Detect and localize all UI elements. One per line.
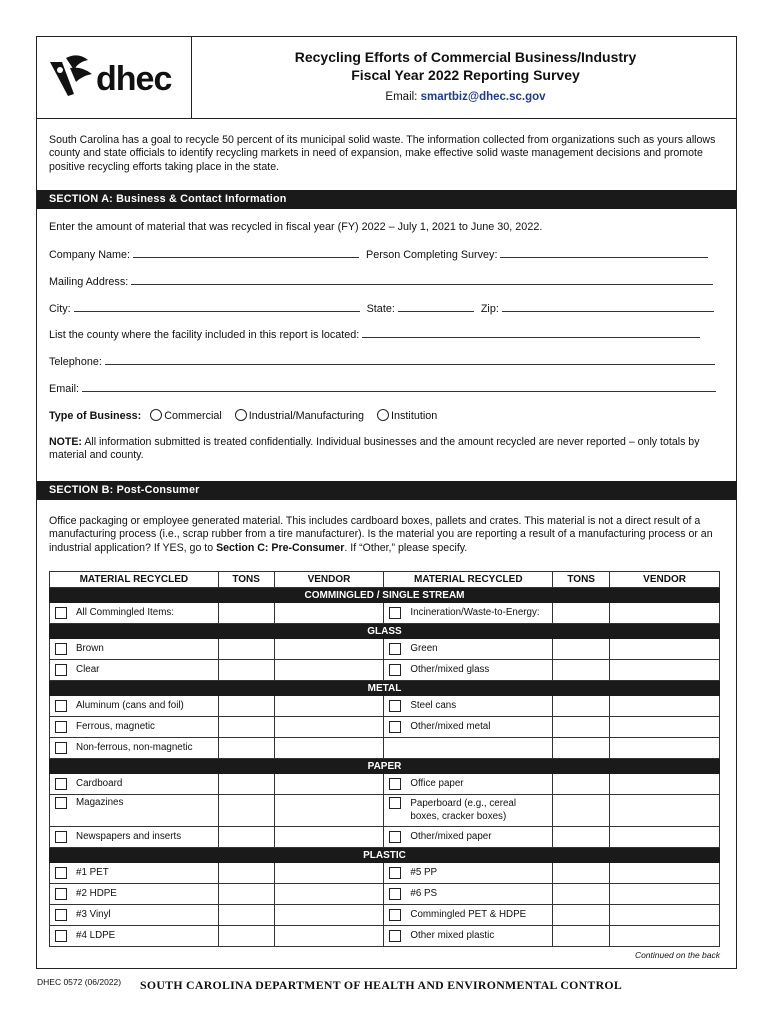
- category-metal: METAL: [50, 681, 720, 696]
- tons-cell[interactable]: [218, 795, 274, 827]
- vendor-cell[interactable]: [610, 639, 720, 660]
- checkbox-pet[interactable]: [55, 867, 67, 879]
- item-label: #4 LDPE: [76, 929, 116, 941]
- tons-cell[interactable]: [553, 884, 610, 905]
- tons-cell[interactable]: [218, 603, 274, 624]
- materials-table: [49, 571, 720, 947]
- logo-wordmark: dhec: [96, 60, 172, 98]
- section-a-instruction: Enter the amount of material that was recycled in fiscal year (FY) 2022 – July 1, 2021 to June 30, 2022.: [49, 221, 543, 233]
- form-header: [36, 36, 737, 119]
- form-number: DHEC 0572 (06/2022): [37, 977, 122, 987]
- radio-industrial-label: Industrial/Manufacturing: [248, 410, 365, 422]
- item-label: #1 PET: [76, 866, 109, 878]
- empty-cell: [384, 738, 553, 759]
- table-row: [50, 905, 720, 926]
- item-label: Other/mixed paper: [410, 830, 492, 842]
- county-field[interactable]: [362, 328, 700, 338]
- item-label: Aluminum (cans and foil): [76, 699, 184, 711]
- tons-cell[interactable]: [553, 639, 610, 660]
- item-label: Brown: [76, 642, 104, 654]
- logo-cell: [36, 36, 192, 119]
- vendor-cell[interactable]: [274, 827, 384, 848]
- item-label: Other/mixed metal: [410, 720, 491, 732]
- vendor-cell[interactable]: [610, 795, 720, 827]
- item-label: Green: [410, 642, 438, 654]
- company-label: Company Name:: [49, 249, 131, 261]
- tons-cell[interactable]: [218, 827, 274, 848]
- table-row: [50, 660, 720, 681]
- vendor-cell[interactable]: [610, 863, 720, 884]
- section-a-header: SECTION A: Business & Contact Information: [37, 190, 737, 209]
- telephone-label: Telephone:: [49, 356, 102, 368]
- item-label: Office paper: [410, 777, 464, 789]
- col-material: MATERIAL RECYCLED: [50, 572, 219, 588]
- county-label: List the county where the facility included in this report is located:: [49, 329, 360, 341]
- vendor-cell[interactable]: [274, 863, 384, 884]
- tons-cell[interactable]: [218, 884, 274, 905]
- zip-label: Zip:: [480, 303, 499, 315]
- city-label: City:: [49, 303, 71, 315]
- tons-cell[interactable]: [553, 774, 610, 795]
- confidentiality-note: [49, 436, 719, 463]
- continued-note: Continued on the back: [634, 950, 720, 960]
- checkbox-brown[interactable]: [55, 643, 67, 655]
- category-row: [50, 759, 720, 774]
- business-type-row: [49, 409, 437, 422]
- checkbox-paperboard[interactable]: [389, 797, 401, 809]
- checkbox-ferrous[interactable]: [55, 721, 67, 733]
- item-label: Other/mixed glass: [410, 663, 490, 675]
- tons-cell[interactable]: [553, 827, 610, 848]
- checkbox-other-plastic[interactable]: [389, 930, 401, 942]
- email-field-label: Email:: [49, 383, 79, 395]
- vendor-cell[interactable]: [274, 795, 384, 827]
- tons-cell[interactable]: [553, 926, 610, 947]
- tons-cell[interactable]: [553, 717, 610, 738]
- col-tons-2: TONS: [553, 572, 610, 588]
- tons-cell[interactable]: [218, 717, 274, 738]
- tons-cell[interactable]: [553, 660, 610, 681]
- form-title: Recycling Efforts of Commercial Business/Industry: [294, 49, 637, 65]
- checkbox-pp[interactable]: [389, 867, 401, 879]
- checkbox-green[interactable]: [389, 643, 401, 655]
- table-row: [50, 696, 720, 717]
- vendor-cell[interactable]: [274, 738, 384, 759]
- radio-industrial[interactable]: [235, 409, 247, 421]
- checkbox-other-paper[interactable]: [389, 831, 401, 843]
- intro-paragraph: South Carolina has a goal to recycle 50 percent of its municipal solid waste. The information collected from organizations such as yours allows county and state officials to identify recycling markets in need of expansion, make effective solid waste management decisions and promote positive recycling efforts taking place in the state.: [49, 134, 716, 173]
- state-field[interactable]: [398, 302, 474, 312]
- county-row: [49, 328, 700, 341]
- item-label: Steel cans: [410, 699, 457, 711]
- tons-cell[interactable]: [218, 926, 274, 947]
- section-b-intro-end: . If “Other,” please specify.: [344, 541, 468, 554]
- vendor-cell[interactable]: [610, 905, 720, 926]
- vendor-cell[interactable]: [610, 827, 720, 848]
- checkbox-cardboard[interactable]: [55, 778, 67, 790]
- checkbox-other-metal[interactable]: [389, 721, 401, 733]
- table-row: [50, 795, 720, 827]
- checkbox-other-glass[interactable]: [389, 664, 401, 676]
- category-plastic: PLASTIC: [50, 848, 720, 863]
- item-label: Paperboard (e.g., cereal boxes, cracker boxes): [410, 798, 517, 822]
- category-paper: PAPER: [50, 759, 720, 774]
- checkbox-magazines[interactable]: [55, 797, 67, 809]
- tons-cell[interactable]: [218, 863, 274, 884]
- empty-cell: [610, 738, 720, 759]
- checkbox-steel[interactable]: [389, 700, 401, 712]
- tons-cell[interactable]: [553, 905, 610, 926]
- item-label: All Commingled Items:: [76, 606, 174, 618]
- table-row: [50, 639, 720, 660]
- telephone-field[interactable]: [105, 355, 715, 365]
- telephone-row: [49, 355, 715, 368]
- table-row: [50, 717, 720, 738]
- radio-commercial-label: Commercial: [164, 410, 222, 422]
- checkbox-office-paper[interactable]: [389, 778, 401, 790]
- checkbox-aluminum[interactable]: [55, 700, 67, 712]
- checkbox-all-commingled[interactable]: [55, 607, 67, 619]
- vendor-cell[interactable]: [274, 905, 384, 926]
- tons-cell[interactable]: [218, 905, 274, 926]
- form-subtitle: Fiscal Year 2022 Reporting Survey: [351, 67, 580, 83]
- item-label: Newspapers and inserts: [76, 830, 182, 842]
- table-row: [50, 774, 720, 795]
- note-text: All information submitted is treated confidentially. Individual businesses and the amount recycled are never reported – only totals by material and county.: [49, 436, 700, 462]
- tons-cell[interactable]: [218, 660, 274, 681]
- section-b-header: SECTION B: Post-Consumer: [37, 481, 737, 500]
- person-completing-field[interactable]: [500, 248, 708, 258]
- tons-cell[interactable]: [553, 863, 610, 884]
- checkbox-clear[interactable]: [55, 664, 67, 676]
- company-name-field[interactable]: [133, 248, 359, 258]
- checkbox-commingled-pet[interactable]: [389, 909, 401, 921]
- vendor-cell[interactable]: [610, 660, 720, 681]
- table-row: [50, 603, 720, 624]
- col-material-2: MATERIAL RECYCLED: [384, 572, 553, 588]
- tons-cell[interactable]: [553, 795, 610, 827]
- item-label: Incineration/Waste-to-Energy:: [410, 606, 540, 618]
- vendor-cell[interactable]: [274, 696, 384, 717]
- vendor-cell[interactable]: [274, 926, 384, 947]
- vendor-cell[interactable]: [610, 717, 720, 738]
- city-row: [49, 302, 714, 315]
- vendor-cell[interactable]: [274, 884, 384, 905]
- tons-cell[interactable]: [553, 603, 610, 624]
- tons-cell[interactable]: [553, 696, 610, 717]
- item-label: Non-ferrous, non-magnetic: [76, 741, 193, 753]
- item-label: #5 PP: [410, 866, 438, 878]
- vendor-cell[interactable]: [274, 660, 384, 681]
- col-tons: TONS: [218, 572, 274, 588]
- item-label: Commingled PET & HDPE: [410, 908, 527, 920]
- section-b-intro: [49, 515, 719, 555]
- email-label: Email:: [385, 91, 418, 103]
- col-vendor: VENDOR: [274, 572, 384, 588]
- table-row: [50, 884, 720, 905]
- mailing-address-field[interactable]: [131, 275, 713, 285]
- note-label: NOTE:: [49, 436, 82, 448]
- checkbox-vinyl[interactable]: [55, 909, 67, 921]
- item-label: Cardboard: [76, 777, 123, 789]
- item-label: Other mixed plastic: [410, 929, 495, 941]
- empty-cell: [553, 738, 610, 759]
- col-vendor-2: VENDOR: [610, 572, 720, 588]
- table-row: [50, 926, 720, 947]
- vendor-cell[interactable]: [610, 603, 720, 624]
- item-label: Magazines: [76, 797, 124, 808]
- vendor-cell[interactable]: [274, 603, 384, 624]
- category-commingled: COMMINGLED / SINGLE STREAM: [50, 588, 720, 603]
- radio-institution[interactable]: [377, 409, 389, 421]
- city-field[interactable]: [74, 302, 360, 312]
- business-type-label: Type of Business:: [49, 410, 142, 422]
- checkbox-ps[interactable]: [389, 888, 401, 900]
- zip-field[interactable]: [502, 302, 714, 312]
- company-row: [49, 248, 708, 261]
- radio-commercial[interactable]: [150, 409, 162, 421]
- tons-cell[interactable]: [218, 696, 274, 717]
- category-glass: GLASS: [50, 624, 720, 639]
- item-label: #6 PS: [410, 887, 438, 899]
- vendor-cell[interactable]: [610, 884, 720, 905]
- title-cell: [194, 36, 737, 119]
- department-name: SOUTH CAROLINA DEPARTMENT OF HEALTH AND ENVIRONMENTAL CONTROL: [140, 978, 623, 992]
- category-row: [50, 624, 720, 639]
- tons-cell[interactable]: [218, 774, 274, 795]
- category-row: [50, 848, 720, 863]
- mailing-label: Mailing Address:: [49, 276, 129, 288]
- email-link[interactable]: smartbiz@dhec.sc.gov: [420, 91, 546, 103]
- vendor-cell[interactable]: [274, 639, 384, 660]
- palmetto-logo-icon: [48, 54, 94, 98]
- tons-cell[interactable]: [218, 639, 274, 660]
- item-label: #2 HDPE: [76, 887, 117, 899]
- vendor-cell[interactable]: [274, 774, 384, 795]
- category-row: [50, 681, 720, 696]
- checkbox-nonferrous[interactable]: [55, 742, 67, 754]
- table-row: [50, 738, 720, 759]
- vendor-cell[interactable]: [610, 774, 720, 795]
- category-row: [50, 588, 720, 603]
- table-header-row: [50, 572, 720, 588]
- item-label: Clear: [76, 663, 100, 675]
- state-label: State:: [366, 303, 395, 315]
- email-field[interactable]: [82, 382, 716, 392]
- section-c-reference: Section C: Pre-Consumer: [216, 541, 345, 554]
- checkbox-newspapers[interactable]: [55, 831, 67, 843]
- email-row: [49, 382, 716, 395]
- vendor-cell[interactable]: [610, 696, 720, 717]
- checkbox-hdpe[interactable]: [55, 888, 67, 900]
- item-label: Ferrous, magnetic: [76, 720, 155, 732]
- item-label: #3 Vinyl: [76, 908, 111, 920]
- table-row: [50, 827, 720, 848]
- contact-email-line: [194, 91, 737, 103]
- checkbox-incineration[interactable]: [389, 607, 401, 619]
- vendor-cell[interactable]: [610, 926, 720, 947]
- mailing-row: [49, 275, 713, 288]
- section-b-intro-text: Office packaging or employee generated material. This includes cardboard boxes, pallets and crates. This material is not a direct result of a manufacturing process (i.e., scrap rubber from a tire manufacturer). Is the material you are reporting a result of a manufacturing process or an industrial application? If YES, go to: [49, 515, 713, 554]
- person-label: Person Completing Survey:: [366, 249, 498, 261]
- radio-institution-label: Institution: [391, 410, 438, 422]
- checkbox-ldpe[interactable]: [55, 930, 67, 942]
- tons-cell[interactable]: [218, 738, 274, 759]
- table-row: [50, 863, 720, 884]
- vendor-cell[interactable]: [274, 717, 384, 738]
